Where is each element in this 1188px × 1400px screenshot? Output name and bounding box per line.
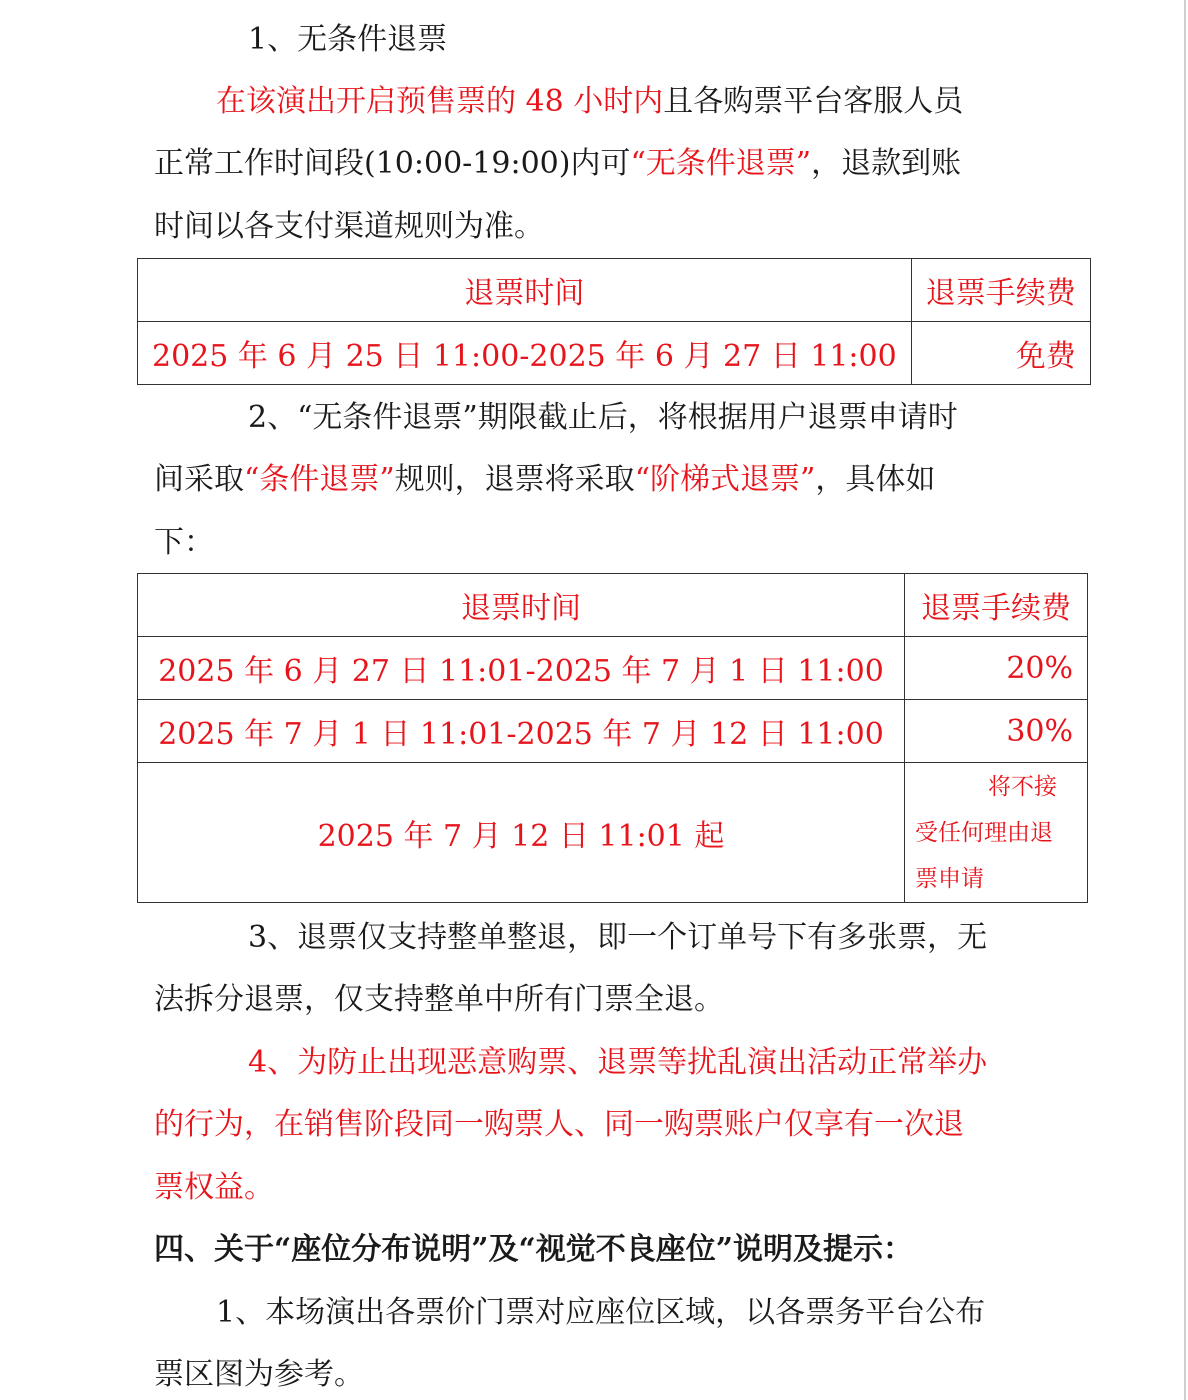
- refund-time-cell: 2025 年 6 月 27 日 11:01-2025 年 7 月 1 日 11:00: [138, 637, 905, 700]
- header-refund-time: 退票时间: [138, 574, 905, 637]
- staff-hours-text: 且各购票平台客服人员: [663, 84, 964, 119]
- paragraph-line: 1、本场演出各票价门票对应座位区域，以各票务平台公布: [216, 1295, 986, 1330]
- unconditional-refund-text: “无条件退票”: [630, 146, 812, 181]
- paragraph-line: 2、“无条件退票”期限截止后，将根据用户退票申请时: [248, 400, 958, 435]
- paragraph-line: 时间以各支付渠道规则为准。: [154, 209, 544, 244]
- paragraph-line: 法拆分退票，仅支持整单中所有门票全退。: [154, 982, 724, 1017]
- table-row: [138, 763, 1088, 903]
- table-header-row: [138, 259, 1091, 322]
- working-hours-text: 正常工作时间段(10:00-19:00)内可: [154, 146, 631, 181]
- refund-arrival-text: ，退款到账: [811, 146, 962, 181]
- table-header-row: [138, 574, 1088, 637]
- no-refund-line-3: 票申请: [915, 865, 984, 892]
- refund-heading-1: 1、无条件退票: [248, 22, 448, 57]
- paragraph-line: [154, 144, 961, 184]
- table-row: [138, 700, 1088, 763]
- paragraph-line: [154, 460, 935, 500]
- paragraph-line: 的行为，在销售阶段同一购票人、同一购票账户仅享有一次退: [154, 1107, 964, 1142]
- table-row: [138, 637, 1088, 700]
- table-row: [138, 322, 1091, 385]
- page-edge-shadow: [1184, 0, 1186, 1400]
- header-refund-fee: 退票手续费: [911, 259, 1090, 322]
- conditional-refund-text: “条件退票”: [244, 462, 395, 497]
- refund-table-2: [137, 573, 1088, 903]
- presale-window-text: 在该演出开启预售票的 48 小时内: [216, 84, 664, 119]
- paragraph-line: 下：: [154, 525, 214, 560]
- header-refund-time: 退票时间: [138, 259, 912, 322]
- refund-time-cell: 2025 年 6 月 25 日 11:00-2025 年 6 月 27 日 11:00: [138, 322, 912, 385]
- no-refund-line-1: 将不接: [988, 773, 1057, 800]
- paragraph-line: 3、退票仅支持整单整退，即一个订单号下有多张票，无: [248, 920, 988, 955]
- refund-fee-cell: 免费: [911, 322, 1090, 385]
- refund-time-cell: 2025 年 7 月 1 日 11:01-2025 年 7 月 12 日 11:00: [138, 700, 905, 763]
- refund-table-1: [137, 258, 1091, 385]
- paragraph-line: 票权益。: [154, 1170, 274, 1205]
- refund-fee-cell: [905, 763, 1088, 903]
- adopt-text: 间采取: [154, 462, 244, 497]
- paragraph-line: [216, 82, 963, 122]
- seat-section-heading: 四、关于“座位分布说明”及“视觉不良座位”说明及提示：: [154, 1232, 914, 1267]
- paragraph-line: 4、为防止出现恶意购票、退票等扰乱演出活动正常举办: [248, 1045, 988, 1080]
- header-refund-fee: 退票手续费: [905, 574, 1088, 637]
- refund-fee-cell: 30%: [905, 700, 1088, 763]
- paragraph-line: 票区图为参考。: [154, 1357, 364, 1392]
- details-text: ，具体如: [815, 462, 936, 497]
- rule-text: 规则，退票将采取: [394, 462, 635, 497]
- tiered-refund-text: “阶梯式退票”: [634, 462, 816, 497]
- refund-time-cell: 2025 年 7 月 12 日 11:01 起: [138, 763, 905, 903]
- no-refund-line-2: 受任何理由退: [915, 819, 1053, 846]
- refund-fee-cell: 20%: [905, 637, 1088, 700]
